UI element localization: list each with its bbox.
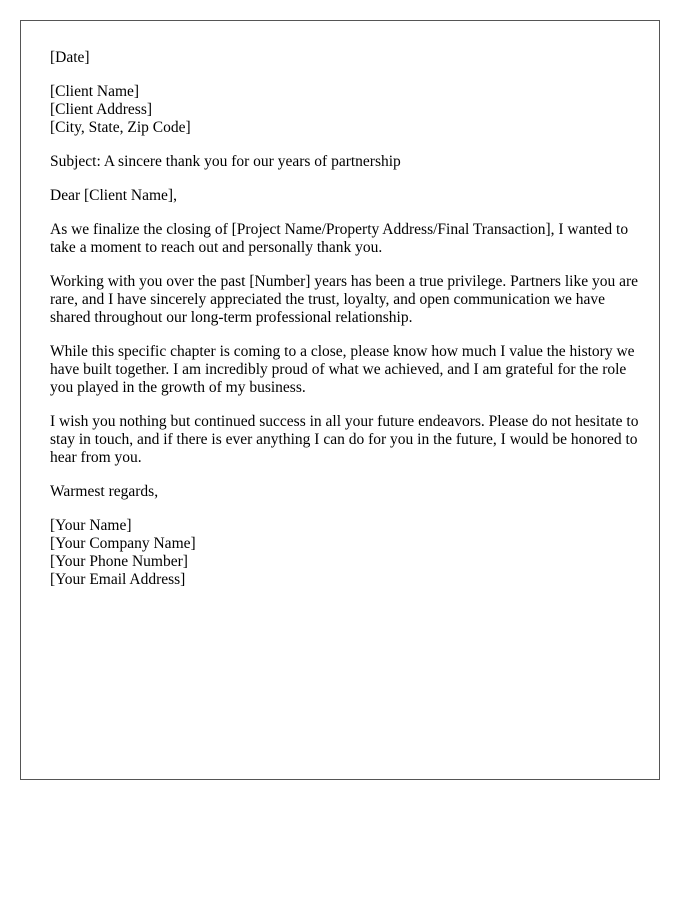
paragraph-well-wishes: I wish you nothing but continued success in all your future endeavors. Please do not hesitate to stay in touch, and if there is ever anything I can do for you in the future, I would be honored to hear from you. [50, 413, 639, 466]
closing: Warmest regards, [50, 483, 159, 500]
signature-name: [Your Name] [50, 517, 132, 534]
salutation: Dear [Client Name], [50, 187, 177, 204]
subject-block [50, 153, 642, 171]
signature-block [50, 517, 642, 589]
paragraph-partnership: Working with you over the past [Number] years has been a true privilege. Partners like you are rare, and I have sincerely appreciated the trust, loyalty, and open communication we have shared throughout our long-term professional relationship. [50, 273, 638, 326]
signature-phone: [Your Phone Number] [50, 553, 188, 570]
paragraph-closing-notice: As we finalize the closing of [Project Name/Property Address/Final Transaction], I wanted to take a moment to reach out and personally thank you. [50, 221, 629, 256]
signature-email: [Your Email Address] [50, 571, 186, 588]
letter-date: [Date] [50, 49, 90, 66]
salutation-block [50, 187, 642, 205]
letter-page [20, 20, 660, 780]
date-block [50, 49, 642, 67]
recipient-city-state-zip: [City, State, Zip Code] [50, 119, 191, 136]
paragraph-history: While this specific chapter is coming to a close, please know how much I value the history we have built together. I am incredibly proud of what we achieved, and I am grateful for the role you played in the growth of my business. [50, 343, 635, 396]
recipient-address-block [50, 83, 642, 137]
subject-line: Subject: A sincere thank you for our years of partnership [50, 153, 401, 170]
letter-body [50, 49, 642, 605]
recipient-name: [Client Name] [50, 83, 140, 100]
recipient-address: [Client Address] [50, 101, 153, 118]
signature-company: [Your Company Name] [50, 535, 196, 552]
closing-block [50, 483, 642, 501]
